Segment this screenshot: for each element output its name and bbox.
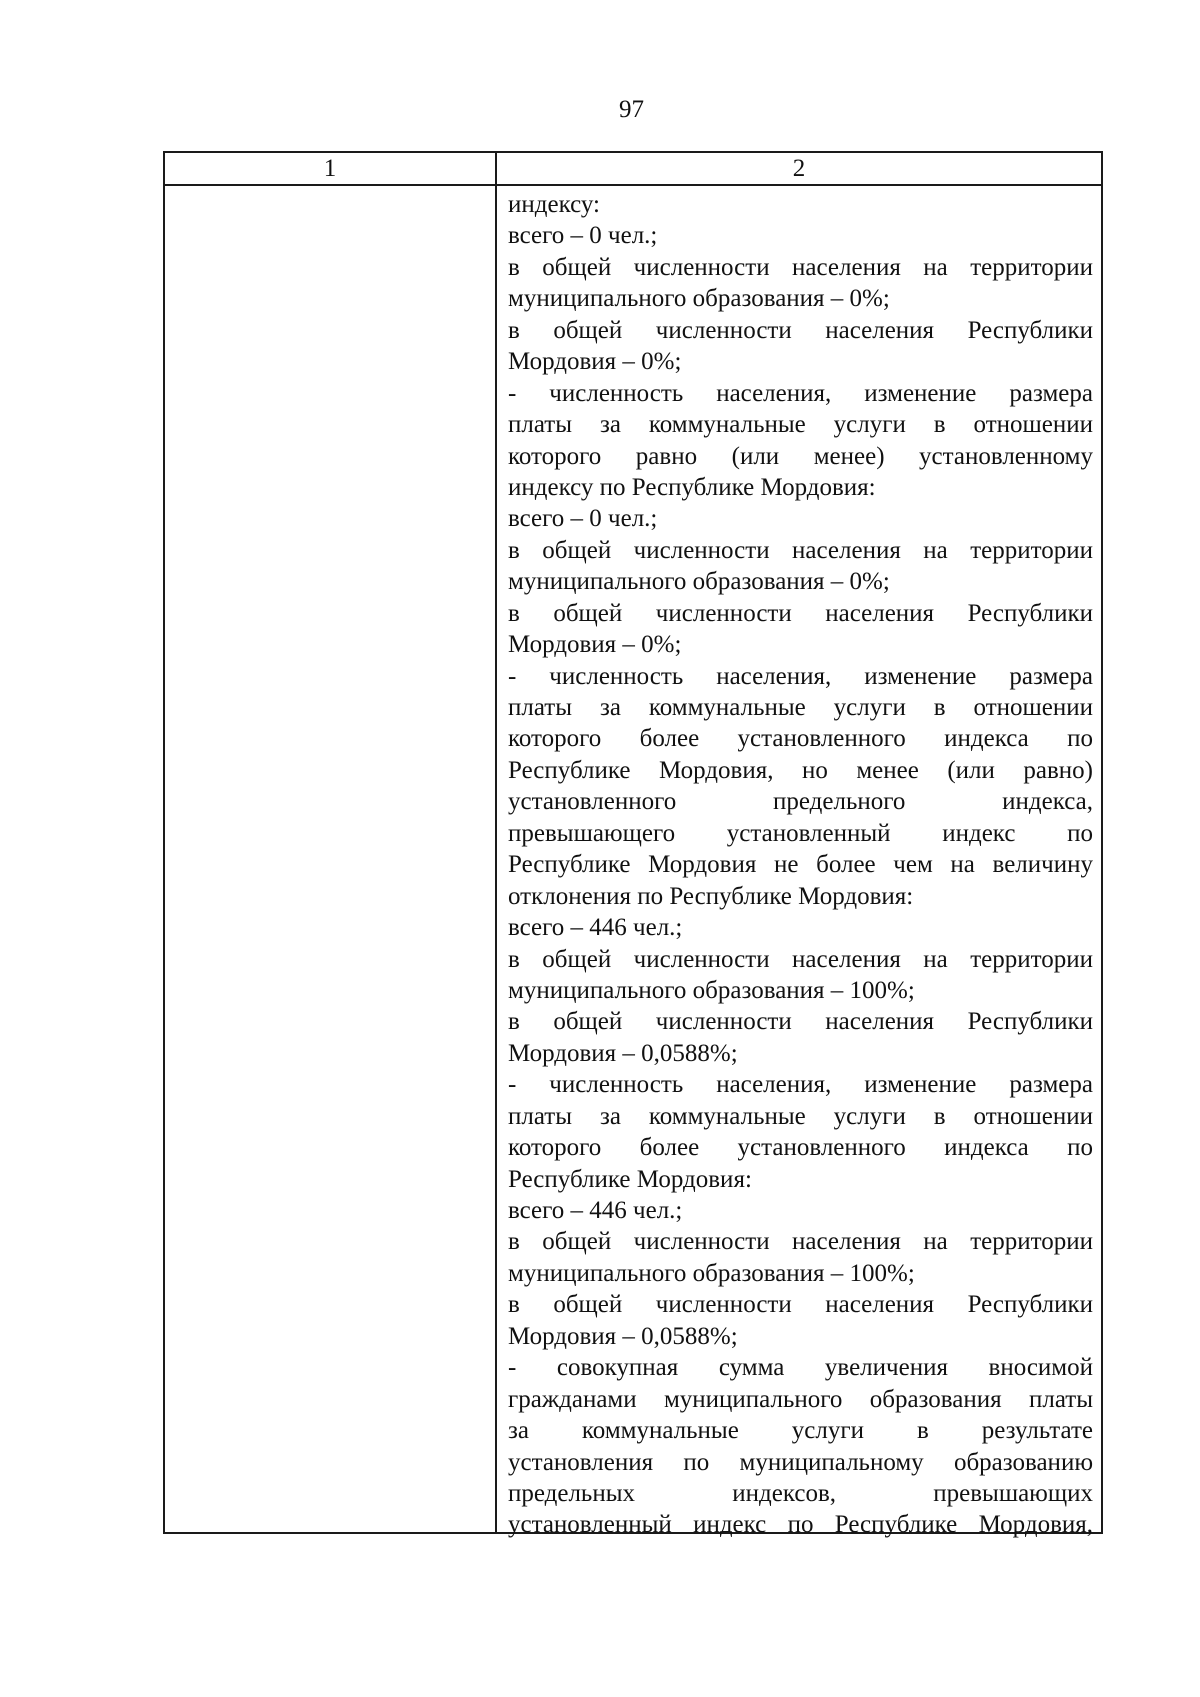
table-header-row: [165, 153, 1101, 186]
text-line: всего – 0 чел.;: [508, 222, 658, 250]
text-line: платы за коммунальные услуги в отношении: [508, 1102, 1093, 1130]
text-line: Мордовия – 0,0588%;: [508, 1322, 738, 1350]
text-line: Мордовия – 0,0588%;: [508, 1039, 738, 1067]
text-line: в общей численности населения Республики: [508, 1291, 1093, 1319]
text-line: Республике Мордовия:: [508, 1165, 752, 1193]
text-line: Мордовия – 0%;: [508, 348, 682, 376]
column-divider: [495, 153, 497, 1532]
text-line: в общей численности населения Республики: [508, 316, 1093, 344]
text-line: - численность населения, изменение размера: [508, 1071, 1093, 1099]
page-number: 97: [619, 96, 644, 123]
text-line: Республике Мордовия, но менее (или равно): [508, 756, 1093, 784]
text-line: в общей численности населения на территории: [508, 945, 1093, 973]
text-line: в общей численности населения на территории: [508, 536, 1093, 564]
text-line: превышающего установленный индекс по: [508, 819, 1093, 847]
text-line: гражданами муниципального образования платы: [508, 1385, 1093, 1413]
document-table: [163, 151, 1103, 1539]
text-line: в общей численности населения на территории: [508, 253, 1093, 281]
text-line: предельных индексов, превышающих: [508, 1479, 1093, 1507]
text-line: муниципального образования – 100%;: [508, 976, 915, 1004]
text-line: платы за коммунальные услуги в отношении: [508, 694, 1093, 721]
text-line: - численность населения, изменение размера: [508, 662, 1093, 690]
text-line: в общей численности населения на территории: [508, 1228, 1093, 1256]
text-line: в общей численности населения Республики: [508, 1008, 1093, 1036]
column-2-content: [508, 189, 1093, 1541]
text-line: всего – 446 чел.;: [508, 1197, 683, 1224]
text-line: - совокупная сумма увеличения вносимой: [508, 1354, 1093, 1382]
text-line: платы за коммунальные услуги в отношении: [508, 411, 1093, 439]
text-line: - численность населения, изменение размера: [508, 379, 1093, 407]
text-line: Республике Мордовия не более чем на величину: [508, 851, 1093, 879]
text-line: отклонения по Республике Мордовия:: [508, 882, 914, 910]
text-line: установления по муниципальному образованию: [508, 1448, 1093, 1476]
text-line: за коммунальные услуги в результате: [508, 1417, 1093, 1445]
text-line: Мордовия – 0%;: [508, 631, 682, 659]
column-2-header: 2: [792, 155, 806, 182]
column-1-header: 1: [323, 155, 337, 182]
text-line: в общей численности населения Республики: [508, 599, 1093, 627]
text-line: муниципального образования – 0%;: [508, 568, 890, 596]
text-line: установленного предельного индекса,: [508, 788, 1093, 816]
text-line: всего – 446 чел.;: [508, 914, 683, 942]
text-line: которого более установленного индекса по: [508, 725, 1093, 753]
text-line: которого равно (или менее) установленному: [508, 442, 1093, 470]
text-line: муниципального образования – 0%;: [508, 285, 890, 313]
text-line: индексу по Республике Мордовия:: [508, 473, 876, 501]
text-line: установленный индекс по Республике Мордовия,: [508, 1511, 1093, 1539]
text-line: всего – 0 чел.;: [508, 505, 658, 533]
text-line: муниципального образования – 100%;: [508, 1259, 915, 1287]
text-line: которого более установленного индекса по: [508, 1134, 1093, 1162]
text-line: индексу:: [508, 191, 600, 218]
